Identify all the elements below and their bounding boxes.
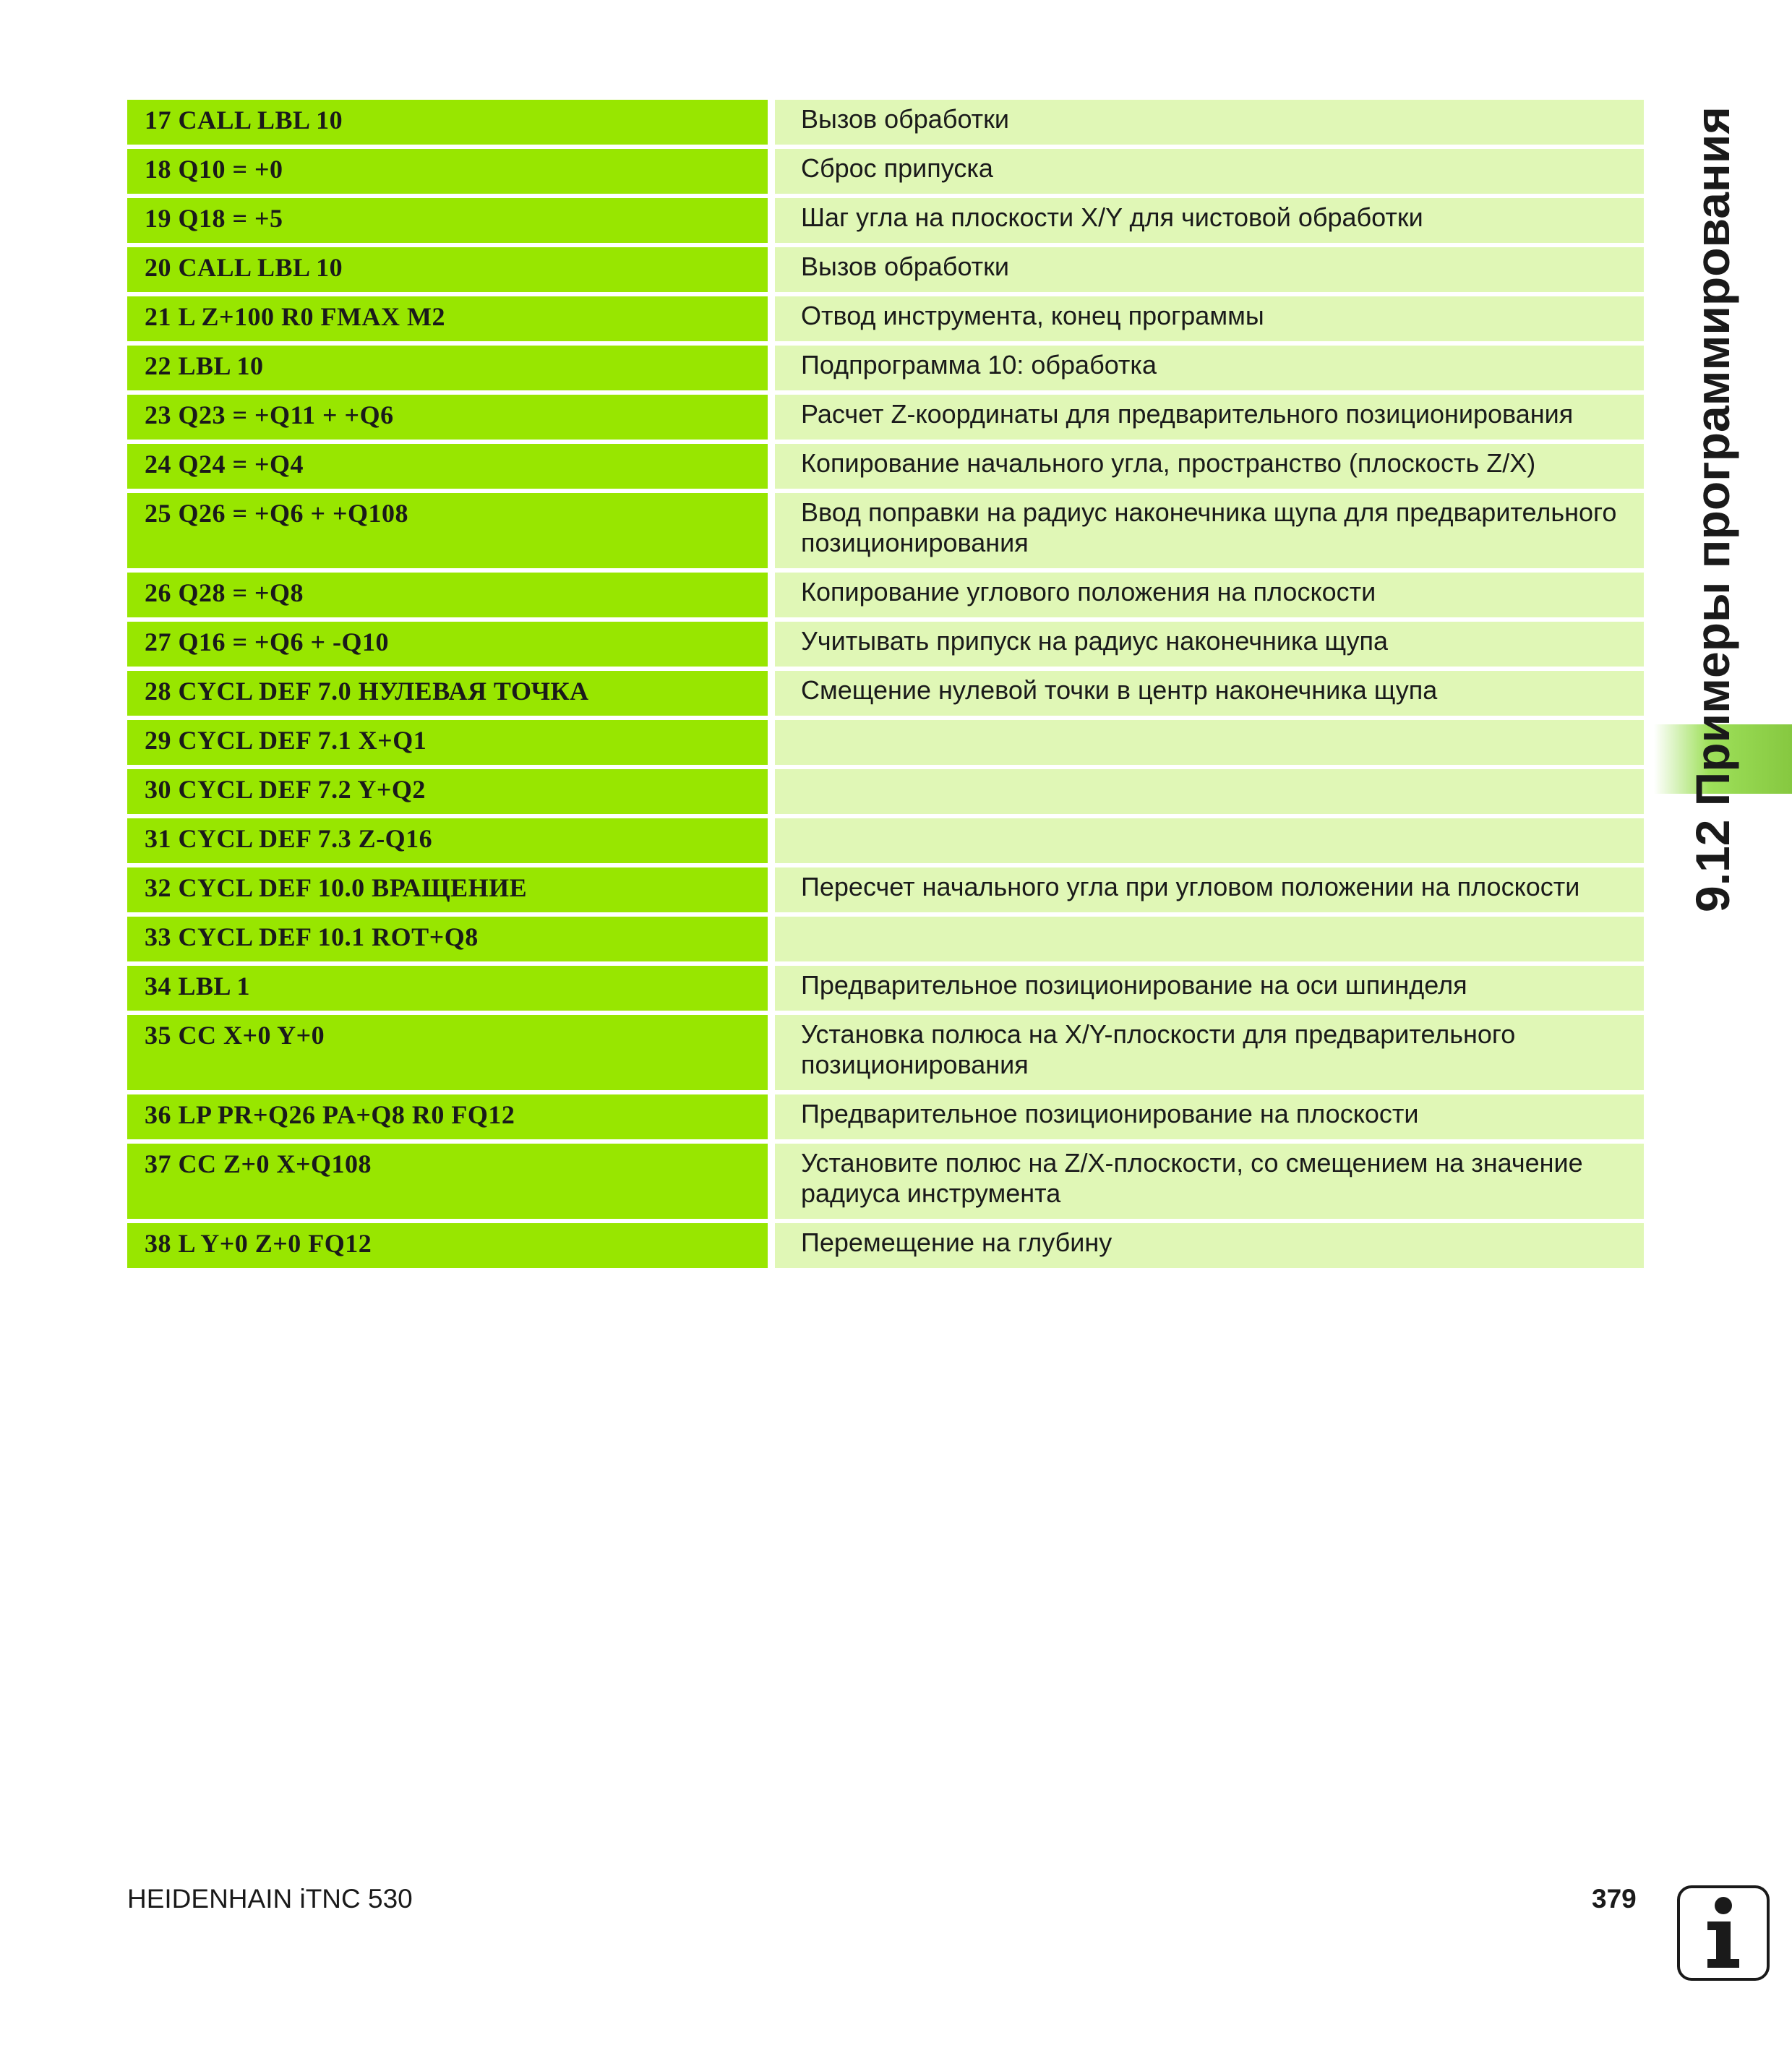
table-row [127,346,1644,395]
info-icon-glyph [1680,1888,1767,1978]
block-description: Учитывать припуск на радиус наконечника щупа [775,622,1644,667]
table-row [127,622,1644,671]
table-row [127,100,1644,149]
block-description: Подпрограмма 10: обработка [775,346,1644,390]
table-row [127,573,1644,622]
nc-block: 27 Q16 = +Q6 + -Q10 [127,622,768,667]
table-row [127,966,1644,1015]
nc-block: 17 CALL LBL 10 [127,100,768,145]
page-number: 379 [1592,1884,1637,1914]
table-row [127,247,1644,296]
table-row [127,867,1644,917]
nc-block: 18 Q10 = +0 [127,149,768,194]
block-description: Предварительное позиционирование на плоскости [775,1094,1644,1139]
nc-block: 32 CYCL DEF 10.0 ВРАЩЕНИЕ [127,867,768,912]
table-row [127,671,1644,720]
block-description: Шаг угла на плоскости X/Y для чистовой обработки [775,198,1644,243]
block-description [775,720,1644,765]
table-row [127,917,1644,966]
block-description: Установка полюса на X/Y-плоскости для предварительного позиционирования [775,1015,1644,1090]
nc-block: 34 LBL 1 [127,966,768,1011]
table-row [127,720,1644,769]
nc-block: 36 LP PR+Q26 PA+Q8 R0 FQ12 [127,1094,768,1139]
block-description: Пересчет начального угла при угловом положении на плоскости [775,867,1644,912]
nc-block: 22 LBL 10 [127,346,768,390]
nc-block: 38 L Y+0 Z+0 FQ12 [127,1223,768,1268]
block-description: Расчет Z-координаты для предварительного позиционирования [775,395,1644,440]
table-row [127,493,1644,573]
nc-block: 19 Q18 = +5 [127,198,768,243]
table-row [127,444,1644,493]
nc-block: 28 CYCL DEF 7.0 НУЛЕВАЯ ТОЧКА [127,671,768,716]
block-description: Вызов обработки [775,100,1644,145]
block-description [775,769,1644,814]
table-row [127,818,1644,867]
block-description: Перемещение на глубину [775,1223,1644,1268]
table-row [127,296,1644,346]
nc-block: 37 CC Z+0 X+Q108 [127,1144,768,1219]
table-row [127,198,1644,247]
block-description [775,818,1644,863]
nc-block: 23 Q23 = +Q11 + +Q6 [127,395,768,440]
nc-block: 20 CALL LBL 10 [127,247,768,292]
nc-block: 21 L Z+100 R0 FMAX M2 [127,296,768,341]
nc-block: 24 Q24 = +Q4 [127,444,768,489]
block-description: Копирование углового положения на плоскости [775,573,1644,617]
nc-block: 31 CYCL DEF 7.3 Z-Q16 [127,818,768,863]
block-description: Отвод инструмента, конец программы [775,296,1644,341]
nc-block: 30 CYCL DEF 7.2 Y+Q2 [127,769,768,814]
block-description: Предварительное позиционирование на оси шпинделя [775,966,1644,1011]
nc-block: 35 CC X+0 Y+0 [127,1015,768,1090]
table-row [127,1144,1644,1223]
table-row [127,1015,1644,1094]
table-row [127,1094,1644,1144]
block-description: Установите полюс на Z/X-плоскости, со смещением на значение радиуса инструмента [775,1144,1644,1219]
nc-block: 33 CYCL DEF 10.1 ROT+Q8 [127,917,768,961]
block-description [775,917,1644,961]
info-icon [1677,1885,1770,1981]
table-row [127,149,1644,198]
block-description: Ввод поправки на радиус наконечника щупа для предварительного позиционирования [775,493,1644,568]
nc-block: 25 Q26 = +Q6 + +Q108 [127,493,768,568]
block-description: Копирование начального угла, пространство (плоскость Z/X) [775,444,1644,489]
chapter-title: 9.12 Примеры программирования [1686,106,1739,912]
block-description: Сброс припуска [775,149,1644,194]
block-description: Вызов обработки [775,247,1644,292]
program-table [127,100,1644,1272]
table-row [127,1223,1644,1272]
manual-title: HEIDENHAIN iTNC 530 [127,1884,413,1914]
block-description: Смещение нулевой точки в центр наконечника щупа [775,671,1644,716]
nc-block: 29 CYCL DEF 7.1 X+Q1 [127,720,768,765]
nc-block: 26 Q28 = +Q8 [127,573,768,617]
table-row [127,769,1644,818]
table-row [127,395,1644,444]
